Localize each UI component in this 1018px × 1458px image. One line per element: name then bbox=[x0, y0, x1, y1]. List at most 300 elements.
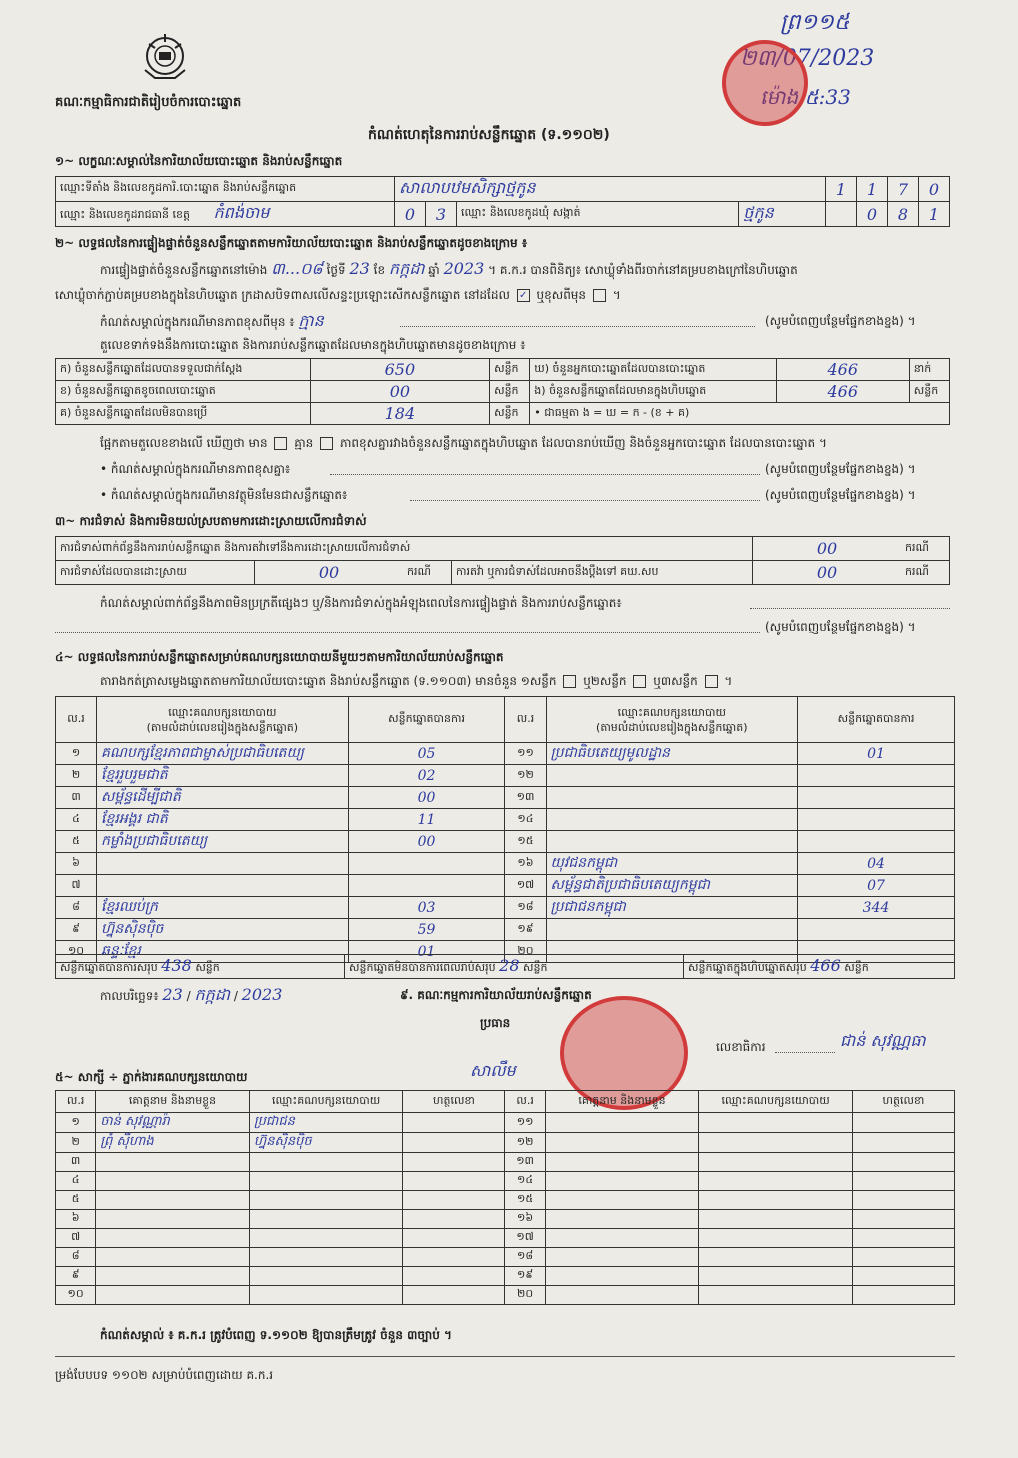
witness-cell bbox=[96, 1113, 250, 1133]
result-votes-cell bbox=[798, 809, 955, 831]
witness-cell bbox=[699, 1267, 853, 1286]
president-label: ប្រធាន bbox=[480, 1016, 511, 1030]
result-party-cell bbox=[97, 831, 349, 853]
result-no-cell bbox=[505, 765, 546, 787]
result-party: ហ្វ៊ុនស៊ិនប៉ិច bbox=[101, 921, 164, 937]
formula-note: • ជាធម្មតា ង = ឃ = ក - (ខ + គ) bbox=[530, 403, 950, 425]
witness-cell bbox=[249, 1113, 403, 1133]
col-no-right: ល.រ bbox=[505, 697, 546, 743]
result-party-cell bbox=[546, 743, 798, 765]
witness-cell bbox=[249, 1133, 403, 1153]
witness-cell bbox=[505, 1153, 545, 1172]
result-votes: 59 bbox=[417, 921, 436, 938]
witness-cell bbox=[852, 1286, 954, 1305]
result-no-cell bbox=[505, 743, 546, 765]
witness-cell bbox=[545, 1210, 699, 1229]
one-sheet-checkbox[interactable] bbox=[563, 675, 576, 688]
appeal-value: 00 bbox=[753, 561, 902, 585]
witness-cell bbox=[96, 1267, 250, 1286]
witness-value: ១៨ bbox=[517, 1249, 534, 1262]
result-no: ១៧ bbox=[516, 877, 535, 891]
commune-code-2: 8 bbox=[888, 202, 919, 227]
result-no: ៣ bbox=[71, 789, 81, 803]
table-row bbox=[56, 831, 955, 853]
province-cell: ឈ្មោះ និងលេខកូដរាជធានី ខេត្ត កំពង់ចាម bbox=[56, 202, 395, 227]
result-party-cell bbox=[546, 853, 798, 875]
result-votes-cell bbox=[798, 853, 955, 875]
result-no: ១ bbox=[71, 745, 81, 759]
complaint-value: 00 bbox=[753, 537, 902, 561]
result-party-cell bbox=[546, 831, 798, 853]
result-votes-cell bbox=[348, 919, 505, 941]
witness-value: ៨ bbox=[71, 1249, 80, 1262]
witness-value: ៩ bbox=[71, 1268, 80, 1281]
witness-value: ១៣ bbox=[516, 1154, 534, 1167]
witness-cell bbox=[96, 1210, 250, 1229]
result-party-cell bbox=[97, 787, 349, 809]
table-row bbox=[56, 1248, 955, 1267]
table-row bbox=[56, 1210, 955, 1229]
bullet1-dotted-line bbox=[330, 474, 760, 475]
witness-cell bbox=[505, 1229, 545, 1248]
office-code-1: 1 bbox=[826, 177, 857, 202]
office-value: សាលាបឋមសិក្សាថ្មកូន bbox=[395, 177, 826, 202]
w-col-no-right: ល.រ bbox=[505, 1091, 545, 1113]
witness-cell bbox=[249, 1286, 403, 1305]
witness-cell bbox=[96, 1191, 250, 1210]
result-no: ១៩ bbox=[517, 921, 534, 935]
witness-cell bbox=[852, 1153, 954, 1172]
bullet2-dotted-line bbox=[410, 500, 760, 501]
result-votes-cell bbox=[348, 787, 505, 809]
row-c-value: 184 bbox=[310, 403, 489, 425]
row-b-value: 00 bbox=[310, 381, 489, 403]
numbers-table bbox=[55, 358, 950, 425]
result-party: ឆន្ទៈខ្មែរ bbox=[101, 943, 141, 959]
committee-label: ៩. គណៈកម្មការការិយាល័យរាប់សន្លឹកឆ្នោត bbox=[400, 988, 592, 1002]
witness-value: ១៩ bbox=[517, 1268, 534, 1281]
result-no: ៦ bbox=[72, 855, 80, 869]
result-no: ៨ bbox=[72, 899, 80, 913]
footer-rule bbox=[55, 1356, 955, 1357]
table-row bbox=[56, 897, 955, 919]
bullet-non-ballot: • កំណត់សម្គាល់ក្នុងករណីមានវត្ថុមិនមែនជាសន្លឹកឆ្នោត៖ bbox=[100, 488, 348, 502]
witness-value: ប្រជាជន bbox=[253, 1114, 295, 1129]
witness-value: ១៤ bbox=[517, 1173, 534, 1186]
section3-dotted-line-2 bbox=[55, 632, 760, 633]
result-party: ប្រជាធិបតេយ្យមូលដ្ឋាន bbox=[550, 745, 670, 761]
witness-cell bbox=[545, 1191, 699, 1210]
two-sheet-checkbox[interactable] bbox=[633, 675, 646, 688]
total-valid: សន្លឹកឆ្នោតបានការសរុប 438 សន្លឹក bbox=[56, 955, 345, 979]
nec-emblem-icon bbox=[135, 30, 195, 86]
witness-cell bbox=[699, 1133, 853, 1153]
signature-date: កាលបរិច្ឆេទ៖ 23 / កក្កដា / 2023 bbox=[100, 985, 283, 1004]
commune-label: ឈ្មោះ និងលេខកូដឃុំ សង្កាត់ bbox=[457, 202, 739, 227]
result-no: ១៦ bbox=[517, 855, 534, 869]
office-label: ឈ្មោះទីតាំង និងលេខកូដការិ.បោះឆ្នោត និងរាប់សន្លឹកឆ្នោត bbox=[56, 177, 395, 202]
row-d-unit: នាក់ bbox=[909, 359, 949, 381]
section2-note-hint: (សូមបំពេញបន្ថែមផ្នែកខាងខ្នង) ។ bbox=[765, 314, 916, 328]
witness-cell bbox=[545, 1172, 699, 1191]
result-no: ១៥ bbox=[517, 833, 534, 847]
witness-cell bbox=[852, 1267, 954, 1286]
witness-value: ១២ bbox=[516, 1134, 534, 1148]
witness-cell bbox=[852, 1248, 954, 1267]
bullet1-hint: (សូមបំពេញបន្ថែមផ្នែកខាងខ្នង) ។ bbox=[765, 462, 916, 476]
witness-cell bbox=[545, 1286, 699, 1305]
result-votes: 05 bbox=[417, 745, 436, 762]
witness-cell bbox=[403, 1191, 505, 1210]
result-no-cell bbox=[505, 919, 546, 941]
result-party-cell bbox=[546, 875, 798, 897]
has-difference-checkbox[interactable] bbox=[274, 437, 287, 450]
row-b-unit: សន្លឹក bbox=[490, 381, 530, 403]
secretary-label: លេខាធិការ bbox=[716, 1040, 766, 1054]
witness-cell bbox=[96, 1172, 250, 1191]
result-votes-cell bbox=[798, 875, 955, 897]
result-party: គណបក្សខ្មែរភាពជាម្ចាស់ប្រជាធិបតេយ្យ bbox=[101, 745, 304, 761]
witness-cell bbox=[403, 1229, 505, 1248]
results-body bbox=[56, 743, 955, 963]
commune-value: ថ្មកូន bbox=[739, 202, 826, 227]
witness-cell bbox=[56, 1210, 96, 1229]
witness-cell bbox=[545, 1248, 699, 1267]
result-no: ២០ bbox=[517, 943, 534, 957]
witness-cell bbox=[403, 1210, 505, 1229]
witness-cell bbox=[56, 1153, 96, 1172]
witness-cell bbox=[96, 1286, 250, 1305]
section1-table bbox=[55, 176, 950, 227]
witness-cell bbox=[403, 1153, 505, 1172]
witness-cell bbox=[249, 1191, 403, 1210]
witness-cell bbox=[505, 1248, 545, 1267]
witness-cell bbox=[545, 1267, 699, 1286]
witness-cell bbox=[56, 1248, 96, 1267]
totals-row bbox=[55, 954, 955, 979]
result-no-cell bbox=[505, 787, 546, 809]
bottom-note: ម្រង់បែបបទ ១១០២ សម្រាប់បំពេញដោយ គ.ក.រ bbox=[55, 1368, 274, 1382]
president-signature: សាលឹម bbox=[470, 1061, 516, 1080]
col-party-left: ឈ្មោះគណបក្សនយោបាយ (តាមលំដាប់លេខរៀងក្នុងសន្លឹកឆ្នោត) bbox=[97, 697, 349, 743]
secretary-name: ជាន់ សុវណ្ណធា bbox=[840, 1031, 926, 1050]
witness-cell bbox=[699, 1286, 853, 1305]
result-party: ប្រជាជនកម្ពុជា bbox=[550, 899, 626, 915]
complaint-label: ការជំទាស់ពាក់ព័ន្ធនឹងការរាប់សន្លឹកឆ្នោត និងការតវ៉ាទៅនឹងការដោះស្រាយលើការជំទាស់ bbox=[56, 537, 753, 561]
resolved-value: 00 bbox=[255, 561, 404, 585]
result-no: ៩ bbox=[72, 921, 80, 935]
result-votes-cell bbox=[348, 853, 505, 875]
no-difference-checkbox[interactable] bbox=[320, 437, 333, 450]
result-no: ១០ bbox=[67, 943, 85, 957]
result-votes: 07 bbox=[867, 877, 885, 894]
appeal-label: ការតវ៉ា ឬការជំទាស់ដែលអាចនឹងប្តឹងទៅ គឃ.សប bbox=[452, 561, 753, 585]
result-votes: 01 bbox=[867, 745, 885, 762]
three-sheet-checkbox[interactable] bbox=[705, 675, 718, 688]
result-votes-cell bbox=[798, 919, 955, 941]
witness-cell bbox=[505, 1267, 545, 1286]
witness-value: ៣ bbox=[70, 1154, 81, 1167]
witness-cell bbox=[403, 1133, 505, 1153]
witness-cell bbox=[249, 1267, 403, 1286]
same-checkbox-icon[interactable]: ✓ bbox=[517, 289, 530, 302]
witness-body bbox=[56, 1113, 955, 1305]
witness-cell bbox=[249, 1248, 403, 1267]
result-party-cell bbox=[97, 743, 349, 765]
result-party-cell bbox=[97, 765, 349, 787]
result-no: ៤ bbox=[72, 811, 80, 825]
witness-cell bbox=[699, 1113, 853, 1133]
witness-cell bbox=[505, 1286, 545, 1305]
witness-value: ៦ bbox=[71, 1211, 80, 1224]
section3-dotted-line-1 bbox=[750, 608, 950, 609]
witness-cell bbox=[852, 1229, 954, 1248]
witness-cell bbox=[249, 1172, 403, 1191]
witness-cell bbox=[505, 1191, 545, 1210]
result-no-cell bbox=[505, 831, 546, 853]
witness-cell bbox=[56, 1191, 96, 1210]
section3-note: កំណត់សម្គាល់ពាក់ព័ន្ធនឹងភាពមិនប្រក្រតីផ្សេងៗ ឬ/និងការជំទាស់ក្នុងអំឡុងពេលនៃការផ្ទៀងផ្ទាត់ និងការរាប់សន្លឹកឆ្នោត៖ bbox=[100, 596, 622, 610]
row-e-unit: សន្លឹក bbox=[909, 381, 949, 403]
witness-value: ១៦ bbox=[517, 1211, 534, 1224]
witness-cell bbox=[403, 1267, 505, 1286]
result-no: ១១ bbox=[517, 745, 534, 759]
result-votes-cell bbox=[348, 765, 505, 787]
result-no: ៥ bbox=[72, 833, 80, 847]
witness-cell bbox=[505, 1133, 545, 1153]
row-e-value: 466 bbox=[776, 381, 909, 403]
result-votes-cell bbox=[798, 765, 955, 787]
commune-code-3: 1 bbox=[919, 202, 950, 227]
row-d-value: 466 bbox=[776, 359, 909, 381]
col-votes-left: សន្លឹកឆ្នោតបានការ bbox=[348, 697, 505, 743]
result-votes: 01 bbox=[417, 943, 436, 960]
different-checkbox[interactable] bbox=[593, 289, 606, 302]
result-party: ខ្មែរអង្គរ ជាតិ bbox=[101, 811, 168, 827]
result-no: ១២ bbox=[517, 767, 534, 781]
witness-cell bbox=[699, 1248, 853, 1267]
witness-cell bbox=[56, 1172, 96, 1191]
secretary-dotted-line bbox=[775, 1052, 835, 1053]
section1-heading: ១~ លក្ខណៈសម្គាល់នៃការិយាល័យបោះឆ្នោត និងរាប់សន្លឹកឆ្នោត bbox=[55, 154, 343, 168]
section3-note-hint: (សូមបំពេញបន្ថែមផ្នែកខាងខ្នង) ។ bbox=[765, 620, 916, 634]
result-no-cell bbox=[56, 831, 97, 853]
result-party-cell bbox=[546, 765, 798, 787]
witness-cell bbox=[545, 1133, 699, 1153]
table-row bbox=[56, 1172, 955, 1191]
result-party-cell bbox=[97, 853, 349, 875]
row-a-label: ក) ចំនួនសន្លឹកឆ្នោតដែលបានទទួលជាក់ស្តែង bbox=[56, 359, 311, 381]
witness-value: ហ្វ៊ុនស៊ិនប៉ិច bbox=[253, 1134, 312, 1149]
result-votes: 00 bbox=[417, 789, 436, 806]
row-b-label: ខ) ចំនួនសន្លឹកឆ្នោតខូចពេលបោះឆ្នោត bbox=[56, 381, 311, 403]
witness-cell bbox=[545, 1113, 699, 1133]
section2-paragraph1: ការផ្ទៀងផ្ទាត់ចំនួនសន្លឹកឆ្នោតនៅម៉ោង ៣...០៨ ថ្ងៃទី 23 ខែ កក្កដា ឆ្នាំ 2023 ។ គ.ក.រ បានពិនិត្យ៖ សោឃ្លុំទាំងពីរចាក់នៅគម្របខាងក្រៅនៃហិបឆ្នោត bbox=[100, 259, 798, 278]
result-no-cell bbox=[505, 853, 546, 875]
result-party: យុវជនកម្ពុជា bbox=[550, 855, 618, 871]
result-no-cell bbox=[56, 853, 97, 875]
result-no-cell bbox=[56, 743, 97, 765]
witness-value: ១៧ bbox=[516, 1230, 534, 1243]
witness-value: ៤ bbox=[71, 1173, 80, 1186]
witness-cell bbox=[403, 1113, 505, 1133]
w-col-party-left: ឈ្មោះគណបក្សនយោបាយ bbox=[249, 1091, 403, 1113]
witness-cell bbox=[505, 1210, 545, 1229]
result-votes: 00 bbox=[417, 833, 436, 850]
result-party: ខ្មែរឈប់ក្រ bbox=[101, 899, 158, 915]
table-row bbox=[56, 1113, 955, 1133]
numbers-intro: តួលេខទាក់ទងនឹងការបោះឆ្នោត និងការរាប់សន្លឹកឆ្នោតដែលមានក្នុងហិបឆ្នោតមានដូចខាងក្រោម ៖ bbox=[100, 338, 526, 352]
witness-cell bbox=[56, 1229, 96, 1248]
result-votes-cell bbox=[798, 787, 955, 809]
result-votes-cell bbox=[348, 743, 505, 765]
w-col-party-right: ឈ្មោះគណបក្សនយោបាយ bbox=[699, 1091, 853, 1113]
result-votes: 11 bbox=[417, 811, 436, 828]
resolved-label: ការជំទាស់ដែលបានដោះស្រាយ bbox=[56, 561, 255, 585]
table-row bbox=[56, 765, 955, 787]
witness-table bbox=[55, 1090, 955, 1305]
witness-value: ១១ bbox=[516, 1114, 534, 1128]
table-row bbox=[56, 1133, 955, 1153]
witness-cell bbox=[699, 1153, 853, 1172]
section5-heading: ៥~ សាក្សី ÷ ភ្នាក់ងារគណបក្សនយោបាយ bbox=[55, 1070, 248, 1084]
row-a-value: 650 bbox=[310, 359, 489, 381]
witness-cell bbox=[852, 1210, 954, 1229]
witness-cell bbox=[403, 1286, 505, 1305]
table-row bbox=[56, 919, 955, 941]
bullet-difference: • កំណត់សម្គាល់ក្នុងករណីមានភាពខុសគ្នា៖ bbox=[100, 462, 291, 476]
table-row bbox=[56, 743, 955, 765]
result-votes-cell bbox=[798, 831, 955, 853]
commune-spacer bbox=[826, 202, 857, 227]
witness-cell bbox=[96, 1248, 250, 1267]
total-invalid: សន្លឹកឆ្នោតមិនបានការពេលរាប់សរុប 28 សន្លឹក bbox=[345, 955, 684, 979]
witness-value: ៥ bbox=[71, 1192, 80, 1205]
witness-value: ២០ bbox=[517, 1287, 534, 1300]
witness-cell bbox=[852, 1133, 954, 1153]
result-votes: 344 bbox=[862, 899, 890, 916]
result-no-cell bbox=[56, 919, 97, 941]
office-code-4: 0 bbox=[919, 177, 950, 202]
result-no-cell bbox=[505, 897, 546, 919]
appeal-unit: ករណី bbox=[901, 561, 950, 585]
section4-heading: ៤~ លទ្ធផលនៃការរាប់សន្លឹកឆ្នោតសម្រាប់គណបក្សនយោបាយនីមួយៗតាមការិយាល័យរាប់សន្លឹកឆ្នោត bbox=[55, 650, 504, 664]
resolved-unit: ករណី bbox=[403, 561, 452, 585]
office-code-3: 7 bbox=[888, 177, 919, 202]
table-row bbox=[56, 1191, 955, 1210]
result-votes-cell bbox=[348, 875, 505, 897]
document-title: កំណត់ហេតុនៃការរាប់សន្លឹកឆ្នោត (ទ.១១០២) bbox=[368, 127, 610, 143]
witness-value: ២ bbox=[71, 1134, 80, 1148]
witness-value: ព្រុំ ស៊ីហាង bbox=[100, 1134, 154, 1149]
row-c-unit: សន្លឹក bbox=[490, 403, 530, 425]
w-col-sign-left: ហត្ថលេខា bbox=[403, 1091, 505, 1113]
witness-cell bbox=[56, 1267, 96, 1286]
witness-cell bbox=[249, 1229, 403, 1248]
result-votes-cell bbox=[798, 897, 955, 919]
result-party-cell bbox=[97, 875, 349, 897]
witness-cell bbox=[56, 1286, 96, 1305]
witness-value: ១៥ bbox=[517, 1192, 534, 1205]
result-votes-cell bbox=[348, 809, 505, 831]
witness-cell bbox=[56, 1113, 96, 1133]
commune-code-1: 0 bbox=[857, 202, 888, 227]
result-party-cell bbox=[546, 919, 798, 941]
section2-paragraph2: សោឃ្លុំចាក់ភ្ជាប់គម្របខាងក្នុងនៃហិបឆ្នោត ក្រដាសបិទពាសលើសន្ទះប្រឡោះសើកសន្លឹកឆ្នោត នៅដដែល ✓ ឬខុសពីមុន ។ bbox=[55, 288, 621, 302]
result-no: ១៨ bbox=[517, 899, 534, 913]
witness-cell bbox=[699, 1191, 853, 1210]
result-no-cell bbox=[56, 787, 97, 809]
witness-cell bbox=[852, 1172, 954, 1191]
col-votes-right: សន្លឹកឆ្នោតបានការ bbox=[798, 697, 955, 743]
witness-value: ១ bbox=[71, 1114, 80, 1128]
table-row bbox=[56, 1153, 955, 1172]
witness-cell bbox=[699, 1210, 853, 1229]
section2-note: កំណត់សម្គាល់ក្នុងករណីមានភាពខុសពីមុន ៖ ក្មាន bbox=[100, 311, 324, 330]
result-no: ១៤ bbox=[517, 811, 534, 825]
result-votes-cell bbox=[348, 831, 505, 853]
witness-cell bbox=[96, 1153, 250, 1172]
footnote: កំណត់សម្គាល់ ៖ គ.ក.រ ត្រូវបំពេញ ទ.១១០២ ឱ្យបានត្រឹមត្រូវ ចំនួន ៣ច្បាប់ ។ bbox=[100, 1328, 452, 1342]
witness-value: ចាន់ សុវណ្ណារ៉ា bbox=[100, 1114, 170, 1129]
col-no-left: ល.រ bbox=[56, 697, 97, 743]
witness-cell bbox=[403, 1172, 505, 1191]
w-col-name-left: គោត្តនាម និងនាមខ្លួន bbox=[96, 1091, 250, 1113]
witness-cell bbox=[699, 1229, 853, 1248]
table-row bbox=[56, 809, 955, 831]
w-col-name-right: គោត្តនាម និងនាមខ្លួន bbox=[545, 1091, 699, 1113]
result-party: សម្ព័ន្ធជាតិប្រជាធិបតេយ្យកម្ពុជា bbox=[550, 877, 710, 893]
result-party: សម្ព័ន្ធដើម្បីជាតិ bbox=[101, 789, 181, 805]
witness-cell bbox=[403, 1248, 505, 1267]
row-a-unit: សន្លឹក bbox=[490, 359, 530, 381]
result-party-cell bbox=[97, 919, 349, 941]
witness-cell bbox=[699, 1172, 853, 1191]
result-party-cell bbox=[97, 897, 349, 919]
bullet2-hint: (សូមបំពេញបន្ថែមផ្នែកខាងខ្នង) ។ bbox=[765, 488, 916, 502]
table-row bbox=[56, 875, 955, 897]
top-handwritten-number: ព្រ១១៥ bbox=[780, 10, 850, 35]
province-code-1: 0 bbox=[395, 202, 426, 227]
result-votes-cell bbox=[798, 743, 955, 765]
result-no: ១៣ bbox=[516, 789, 535, 803]
result-no-cell bbox=[56, 897, 97, 919]
witness-cell bbox=[249, 1210, 403, 1229]
committee-name: គណៈកម្មាធិការជាតិរៀបចំការបោះឆ្នោត bbox=[55, 95, 242, 110]
result-votes: 02 bbox=[417, 767, 436, 784]
witness-cell bbox=[852, 1191, 954, 1210]
results-table bbox=[55, 696, 955, 963]
result-no: ៧ bbox=[71, 877, 81, 891]
difference-line: ផ្អែកតាមតួលេខខាងលើ ឃើញថា មាន គ្មាន ភាពខុសគ្នារវាងចំនួនសន្លឹកឆ្នោតក្នុងហិបឆ្នោត ដែលបានរាប់ឃើញ និងចំនួនអ្នកបោះឆ្នោត ដែលបានបោះឆ្នោត ។ bbox=[100, 436, 827, 450]
result-no-cell bbox=[56, 765, 97, 787]
witness-cell bbox=[545, 1229, 699, 1248]
result-party: ខ្មែររួបរួមជាតិ bbox=[101, 767, 168, 783]
table-row bbox=[56, 1229, 955, 1248]
witness-value: ១០ bbox=[67, 1287, 84, 1300]
section3-table bbox=[55, 536, 950, 585]
result-no-cell bbox=[505, 875, 546, 897]
official-stamp-top bbox=[722, 40, 808, 126]
witness-value: ៧ bbox=[71, 1230, 81, 1243]
witness-cell bbox=[505, 1172, 545, 1191]
result-no-cell bbox=[56, 809, 97, 831]
result-votes: 03 bbox=[417, 899, 436, 916]
result-party-cell bbox=[97, 809, 349, 831]
section4-intro: តារាងកត់ត្រាសម្លេងឆ្នោតតាមការិយាល័យបោះឆ្នោត និងរាប់សន្លឹកឆ្នោត (ទ.១១០៣) មានចំនួន ១សន្លឹក ឬ២សន្លឹក ឬ៣សន្លឹក ។ bbox=[100, 674, 733, 688]
witness-cell bbox=[505, 1113, 545, 1133]
office-code-2: 1 bbox=[857, 177, 888, 202]
